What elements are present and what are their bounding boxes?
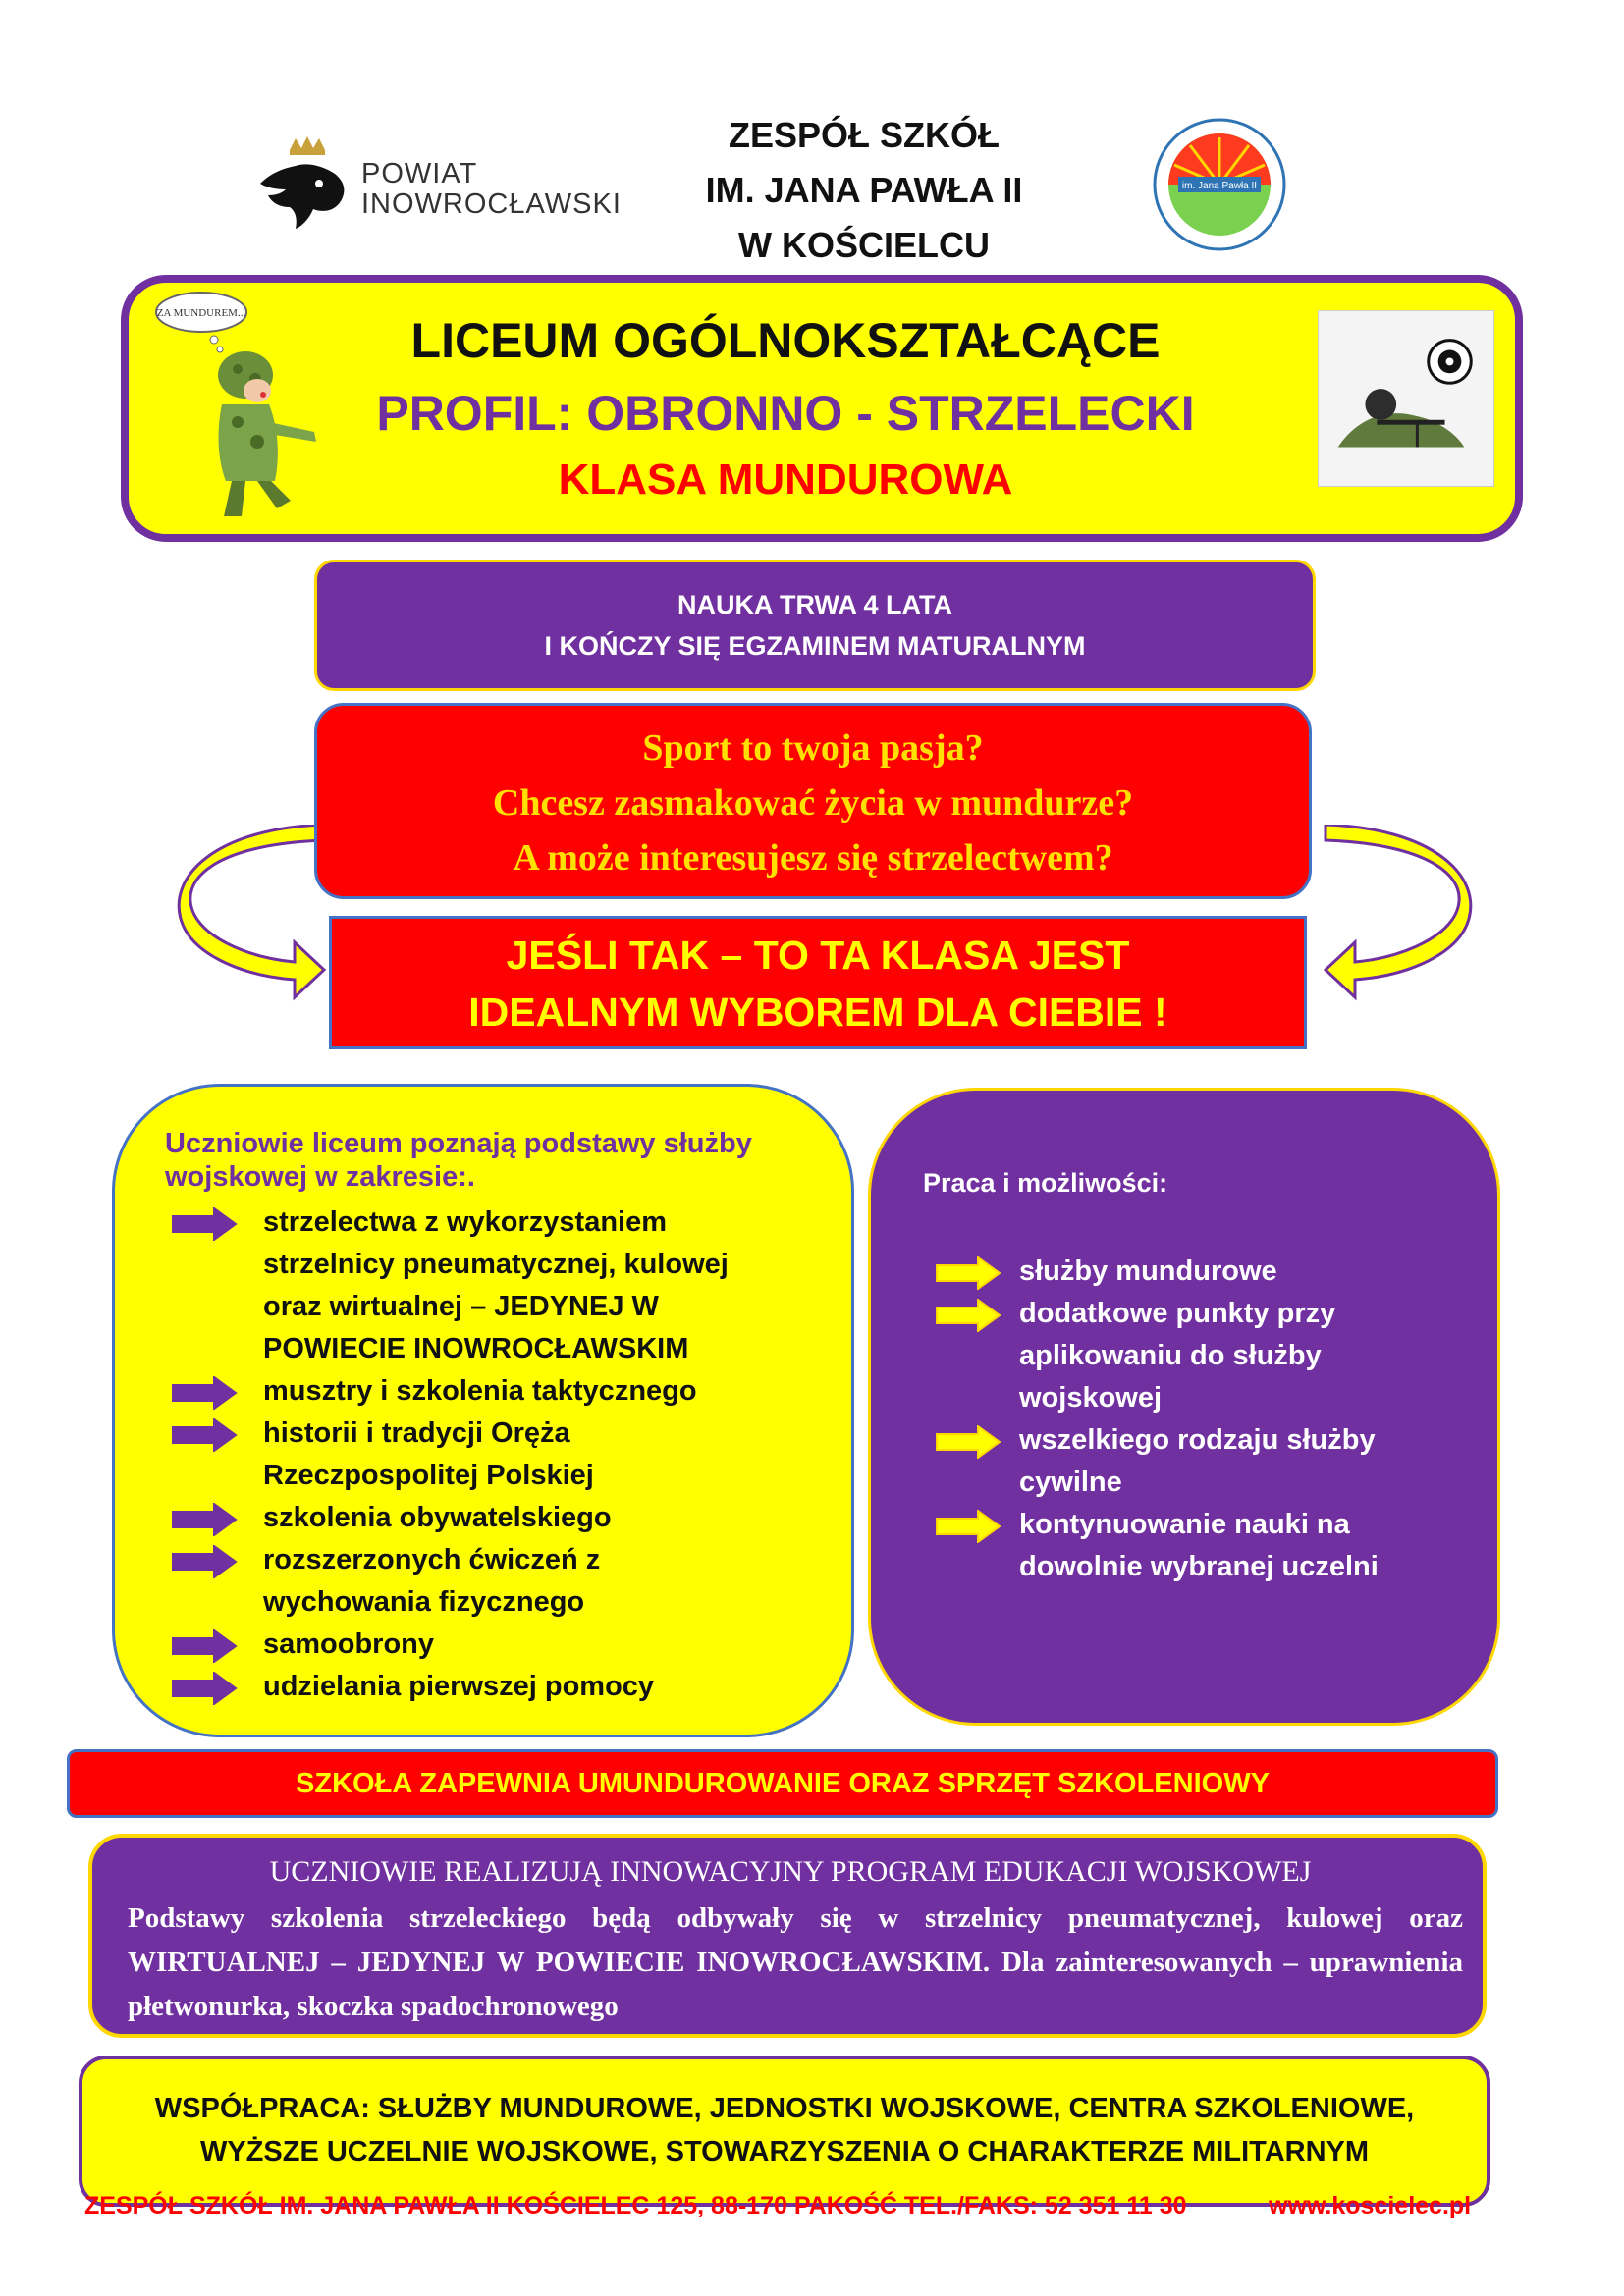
list-item-line: oraz wirtualnej – JEDYNEJ W <box>263 1291 659 1322</box>
footer-website-link[interactable]: www.koscielec.pl <box>1269 2192 1472 2219</box>
shooter-photo <box>1318 310 1494 487</box>
list-item-line: udzielania pierwszej pomocy <box>263 1671 655 1702</box>
bullet-arrow-icon <box>171 1503 238 1536</box>
list-item <box>263 1497 813 1539</box>
bullet-arrow-icon <box>935 1510 1001 1543</box>
school-logo-text: im. Jana Pawła II <box>1181 181 1258 191</box>
list-item <box>263 1666 813 1708</box>
title-line2: PROFIL: OBRONNO - STRZELECKI <box>376 386 1195 441</box>
title-line1: LICEUM OGÓLNOKSZTAŁCĄCE <box>410 313 1161 368</box>
bullet-arrow-icon <box>171 1207 238 1241</box>
list-item-line: wychowania fizycznego <box>263 1586 585 1618</box>
title-line3: KLASA MUNDUROWA <box>558 455 1013 504</box>
list-item-line: rozszerzonych ćwiczeń z <box>263 1544 601 1575</box>
bullet-arrow-icon <box>935 1425 1001 1459</box>
bullet-arrow-icon <box>171 1545 238 1578</box>
list-item-line: Rzeczpospolitej Polskiej <box>263 1460 594 1491</box>
school-line1: ZESPÓŁ SZKÓŁ <box>728 115 1000 155</box>
speech-bubble-text: ZA MUNDUREM... <box>156 307 246 319</box>
program-body: Podstawy szkolenia strzeleckiego będą odbywały się w strzelnicy pneumatycznej, kulowej oraz WIRTUALNEJ – JEDYNEJ W POWIECIE INOWROCŁAWSKIM. Dla zainteresowanych – uprawnienia płetwonurka, skoczka spadochronowego <box>128 1902 1463 2022</box>
bullet-arrow-icon <box>935 1256 1001 1290</box>
list-item-line: kontynuowanie nauki na <box>1019 1509 1350 1540</box>
bullet-arrow-icon <box>935 1299 1001 1332</box>
list-item <box>1019 1504 1471 1588</box>
footer-address: ZESPÓŁ SZKÓŁ IM. JANA PAWŁA II KOŚCIELEC 125, 88-170 PAKOŚĆ TEL./FAKS: 52 351 11 30 <box>84 2192 1187 2219</box>
list-item-line: wszelkiego rodzaju służby <box>1019 1424 1376 1456</box>
school-line3: W KOŚCIELCU <box>738 225 990 265</box>
school-logo <box>1151 116 1288 253</box>
cooperation-box <box>79 2056 1490 2207</box>
list-item-line: strzelectwa z wykorzystaniem <box>263 1206 668 1238</box>
list-item-line: służby mundurowe <box>1019 1255 1277 1287</box>
list-item <box>1019 1293 1471 1419</box>
question-line2: Chcesz zasmakować życia w mundurze? <box>492 782 1134 824</box>
list-item-line: POWIECIE INOWROCŁAWSKIM <box>263 1333 689 1364</box>
list-item-line: szkolenia obywatelskiego <box>263 1502 612 1533</box>
left-panel-heading: Uczniowie liceum poznają podstawy służby wojskowej w zakresie:. <box>165 1128 752 1193</box>
list-item-line: historii i tradycji Oręża <box>263 1417 570 1449</box>
list-item-line: dodatkowe punkty przy <box>1019 1298 1336 1329</box>
duration-box <box>314 560 1316 691</box>
bullet-arrow-icon <box>171 1376 238 1410</box>
powiat-name <box>361 159 622 220</box>
list-item-line: strzelnicy pneumatycznej, kulowej <box>263 1249 729 1280</box>
question-line1: Sport to twoja pasja? <box>642 727 984 769</box>
bullet-arrow-icon <box>171 1672 238 1705</box>
list-item <box>263 1539 813 1624</box>
cooperation-line1: WSPÓŁPRACA: SŁUŻBY MUNDUROWE, JEDNOSTKI WOJSKOWE, CENTRA SZKOLENIOWE, <box>154 2093 1415 2124</box>
duration-line2: I KOŃCZY SIĘ EGZAMINEM MATURALNYM <box>544 631 1086 661</box>
cooperation-line2: WYŻSZE UCZELNIE WOJSKOWE, STOWARZYSZENIA O CHARAKTERZE MILITARNYM <box>199 2136 1370 2167</box>
list-item <box>1019 1419 1471 1504</box>
eagle-emblem-icon <box>260 164 344 229</box>
bullet-arrow-icon <box>171 1629 238 1663</box>
list-item <box>1019 1251 1471 1293</box>
list-item-line: musztry i szkolenia taktycznego <box>263 1375 697 1407</box>
bullet-arrow-icon <box>171 1418 238 1452</box>
list-item-line: dowolnie wybranej uczelni <box>1019 1551 1379 1582</box>
question-line3: A może interesujesz się strzelectwem? <box>513 837 1113 879</box>
list-item-line: cywilne <box>1019 1467 1122 1498</box>
equipment-banner: SZKOŁA ZAPEWNIA UMUNDUROWANIE ORAZ SPRZĘT SZKOLENIOWY <box>67 1749 1498 1818</box>
list-item <box>263 1413 813 1497</box>
answer-line1: JEŚLI TAK – TO TA KLASA JEST <box>506 933 1130 978</box>
list-item <box>263 1624 813 1666</box>
crown-icon <box>290 136 325 155</box>
list-item-line: aplikowaniu do służby <box>1019 1340 1322 1371</box>
powiat-line2: INOWROCŁAWSKI <box>361 188 622 220</box>
list-item-line: samoobrony <box>263 1629 435 1660</box>
school-header <box>628 108 1100 273</box>
program-title: UCZNIOWIE REALIZUJĄ INNOWACYJNY PROGRAM EDUKACJI WOJSKOWEJ <box>269 1855 1312 1888</box>
duration-line1: NAUKA TRWA 4 LATA <box>677 590 952 619</box>
answer-line2: IDEALNYM WYBOREM DLA CIEBIE ! <box>468 989 1167 1035</box>
right-panel-heading: Praca i możliwości: <box>923 1168 1168 1198</box>
answer-box <box>329 916 1307 1049</box>
powiat-line1: POWIAT <box>361 158 478 189</box>
list-item <box>263 1370 813 1413</box>
list-item <box>263 1201 813 1370</box>
list-item-line: wojskowej <box>1019 1382 1163 1414</box>
school-line2: IM. JANA PAWŁA II <box>705 170 1023 210</box>
